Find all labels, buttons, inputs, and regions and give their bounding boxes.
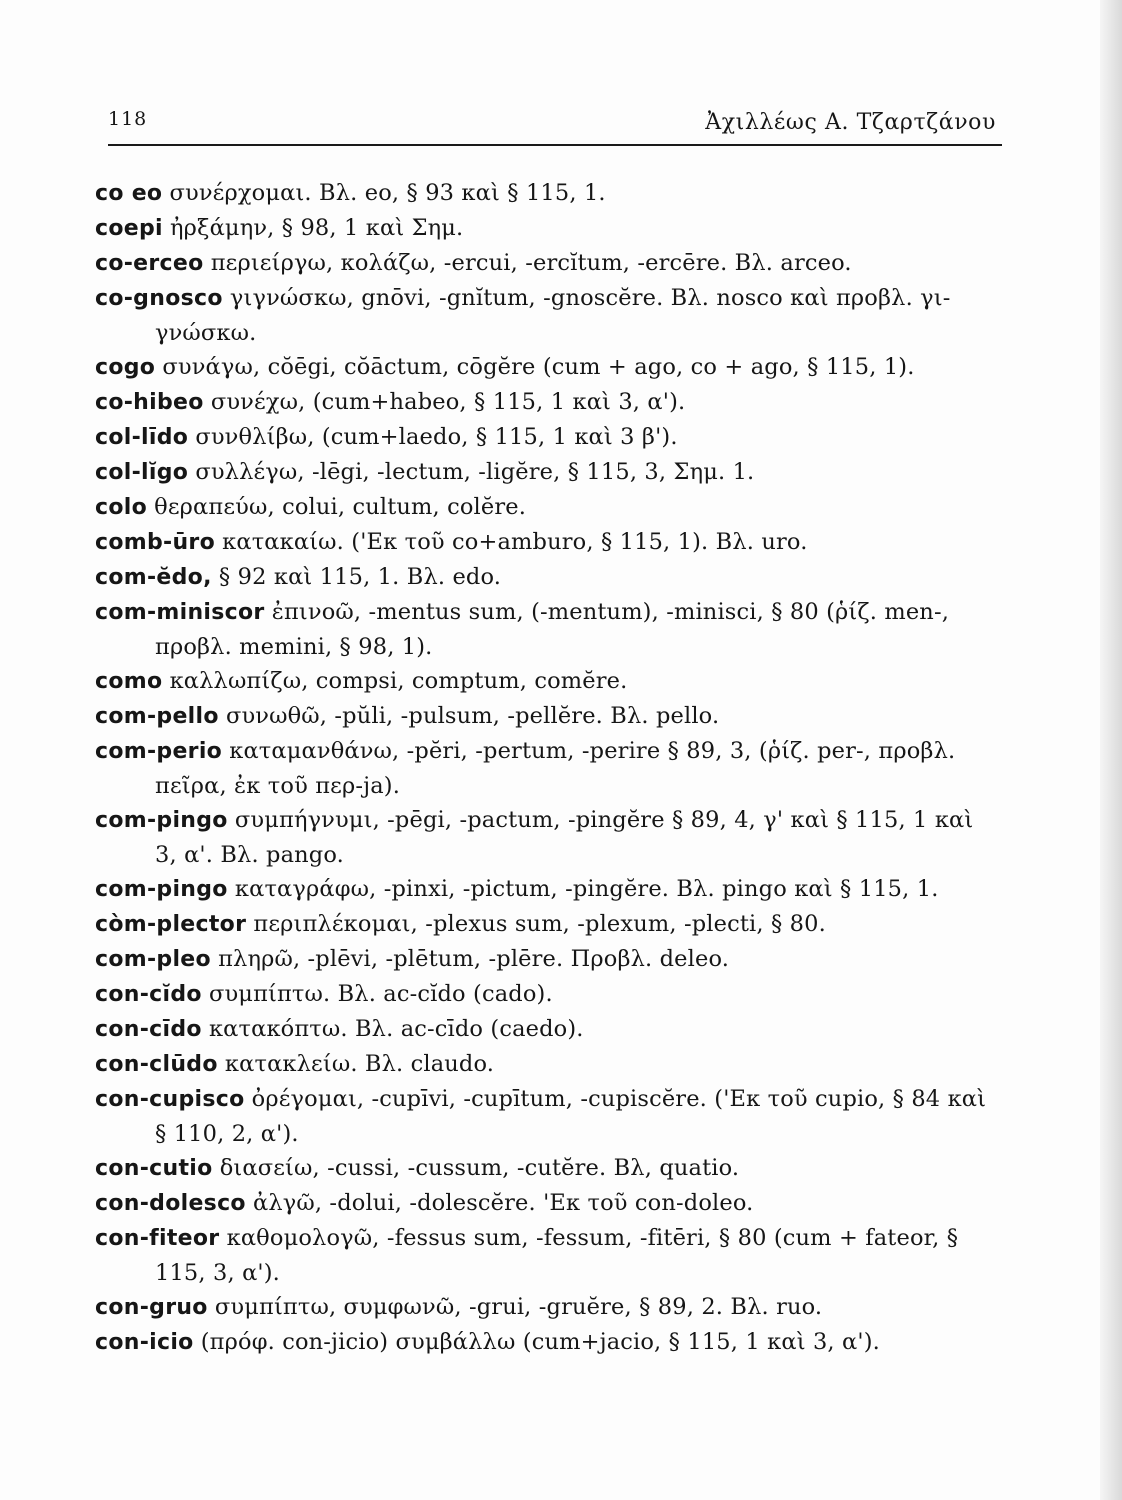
entry-headword: com-pleo [95, 947, 211, 972]
dictionary-entry [95, 1186, 1000, 1221]
entry-headword: com-pingo [95, 877, 228, 902]
entry-definition: συμπίπτω, συμφωνῶ, -grui, -gruĕre, § 89, 2. Βλ. ruo. [214, 1294, 823, 1320]
dictionary-entry [95, 525, 1000, 560]
entry-headword: con-fiteor [95, 1226, 220, 1251]
entry-headword: con-gruo [95, 1295, 208, 1320]
dictionary-entry [95, 1325, 1000, 1360]
entry-definition: συλλέγω, -lēgi, -lectum, -ligĕre, § 115, 3, Σημ. 1. [195, 459, 755, 485]
entry-definition: καταμανθάνω, -pĕri, -pertum, -perire § 89, 3, (ῥίζ. per-, προβλ. πεῖρα, ἐκ τοῦ περ-ja). [155, 738, 956, 799]
dictionary-entry [95, 942, 1000, 977]
entry-headword: co-gnosco [95, 286, 223, 311]
running-head-author: Ἀχιλλέως Α. Τζαρτζάνου [705, 110, 996, 135]
dictionary-entry [95, 1221, 1000, 1290]
dictionary-entry [95, 490, 1000, 525]
entry-definition: θεραπεύω, colui, cultum, colĕre. [154, 494, 527, 520]
page-gutter-shadow [1100, 0, 1122, 1500]
entry-headword: con-clūdo [95, 1052, 218, 1077]
dictionary-entry [95, 1151, 1000, 1186]
entry-headword: col-lĭgo [95, 460, 189, 485]
entry-headword: con-cīdo [95, 1017, 202, 1042]
entry-headword: con-icio [95, 1330, 194, 1355]
dictionary-entry [95, 211, 1000, 246]
entry-definition: περιείργω, κολάζω, -ercui, -ercĭtum, -ercēre. Βλ. arceo. [210, 250, 852, 276]
dictionary-entry [95, 907, 1000, 942]
entry-definition: πληρῶ, -plēvi, -plētum, -plēre. Προβλ. deleo. [218, 946, 730, 972]
entry-definition: § 92 καὶ 115, 1. Βλ. edo. [218, 564, 502, 590]
entry-definition: συμπίπτω. Βλ. ac-cĭdo (cado). [208, 981, 553, 1007]
entry-definition: συνωθῶ, -pŭli, -pulsum, -pellĕre. Βλ. pello. [225, 703, 720, 729]
dictionary-entry [95, 176, 1000, 211]
dictionary-entry [95, 385, 1000, 420]
entry-headword: con-cutio [95, 1156, 213, 1181]
entry-definition: κατακλείω. Βλ. claudo. [224, 1051, 495, 1077]
dictionary-entry [95, 872, 1000, 907]
dictionary-entry [95, 281, 1000, 350]
entry-headword: cogo [95, 355, 156, 380]
entry-headword: com-pello [95, 704, 219, 729]
dictionary-entry [95, 803, 1000, 872]
entry-headword: co-erceo [95, 251, 204, 276]
entry-definition: ἠρξάμην, § 98, 1 καὶ Σημ. [170, 215, 464, 241]
entry-definition: ἐπινοῶ, -mentus sum, (-mentum), -minisci, § 80 (ῥίζ. men-, προβλ. memini, § 98, 1). [155, 599, 949, 660]
entry-definition: κατακόπτω. Βλ. ac-cīdo (caedo). [208, 1016, 584, 1042]
page-number: 118 [108, 108, 148, 130]
entry-definition: καλλωπίζω, compsi, comptum, comĕre. [169, 668, 628, 694]
dictionary-entry [95, 734, 1000, 803]
entry-headword: como [95, 669, 163, 694]
entry-headword: co eo [95, 181, 163, 206]
dictionary-entry [95, 420, 1000, 455]
entry-definition: καταγράφω, -pinxi, -pictum, -pingĕre. Βλ. pingo καὶ § 115, 1. [234, 876, 939, 902]
entry-headword: com-ĕdo, [95, 565, 212, 590]
dictionary-entry [95, 560, 1000, 595]
entry-definition: διασείω, -cussi, -cussum, -cutĕre. Βλ, quatio. [219, 1155, 740, 1181]
dictionary-entry [95, 595, 1000, 664]
dictionary-entry [95, 350, 1000, 385]
entry-headword: com-miniscor [95, 600, 265, 625]
entry-headword: com-pingo [95, 808, 228, 833]
dictionary-entry [95, 246, 1000, 281]
dictionary-entries [95, 176, 1000, 1360]
entry-headword: coepi [95, 216, 163, 241]
entry-headword: col-līdo [95, 425, 189, 450]
dictionary-entry [95, 664, 1000, 699]
entry-definition: συνέχω, (cum+habeo, § 115, 1 καὶ 3, α'). [210, 389, 686, 415]
entry-definition: γιγνώσκω, gnōvi, -gnĭtum, -gnoscĕre. Βλ. nosco καὶ προβλ. γι-γνώσκω. [155, 285, 951, 346]
entry-definition: (πρόφ. con-jicio) συμβάλλω (cum+jacio, § 115, 1 καὶ 3, α'). [200, 1329, 880, 1355]
entry-headword: con-cĭdo [95, 982, 202, 1007]
entry-headword: comb-ūro [95, 530, 215, 555]
entry-headword: co-hibeo [95, 390, 204, 415]
entry-definition: συνθλίβω, (cum+laedo, § 115, 1 καὶ 3 β'). [195, 424, 678, 450]
dictionary-entry [95, 1082, 1000, 1151]
entry-definition: ὀρέγομαι, -cupīvi, -cupītum, -cupiscĕre. ('Εκ τοῦ cupio, § 84 καὶ § 110, 2, α'). [155, 1086, 987, 1147]
entry-definition: καθομολογῶ, -fessus sum, -fessum, -fitēri, § 80 (cum + fateor, § 115, 3, α'). [155, 1225, 959, 1286]
entry-headword: con-dolesco [95, 1191, 246, 1216]
entry-definition: συνέρχομαι. Βλ. eo, § 93 καὶ § 115, 1. [169, 180, 606, 206]
page-header [108, 96, 1002, 146]
entry-definition: περιπλέκομαι, -plexus sum, -plexum, -plecti, § 80. [253, 911, 826, 937]
entry-headword: còm-plector [95, 912, 247, 937]
dictionary-entry [95, 455, 1000, 490]
entry-definition: συνάγω, cŏēgi, cŏāctum, cōgĕre (cum + ago, co + ago, § 115, 1). [162, 354, 915, 380]
dictionary-entry [95, 699, 1000, 734]
entry-definition: κατακαίω. ('Εκ τοῦ co+amburo, § 115, 1). Βλ. uro. [222, 529, 808, 555]
dictionary-entry [95, 1047, 1000, 1082]
entry-headword: colo [95, 495, 148, 520]
entry-definition: συμπήγνυμι, -pēgi, -pactum, -pingĕre § 89, 4, γ' καὶ § 115, 1 καὶ 3, α'. Βλ. pango. [155, 807, 974, 868]
entry-definition: ἀλγῶ, -dolui, -dolescĕre. 'Εκ τοῦ con-doleo. [252, 1190, 754, 1216]
entry-headword: con-cupisco [95, 1087, 245, 1112]
dictionary-entry [95, 1290, 1000, 1325]
dictionary-entry [95, 977, 1000, 1012]
dictionary-entry [95, 1012, 1000, 1047]
entry-headword: com-perio [95, 739, 223, 764]
